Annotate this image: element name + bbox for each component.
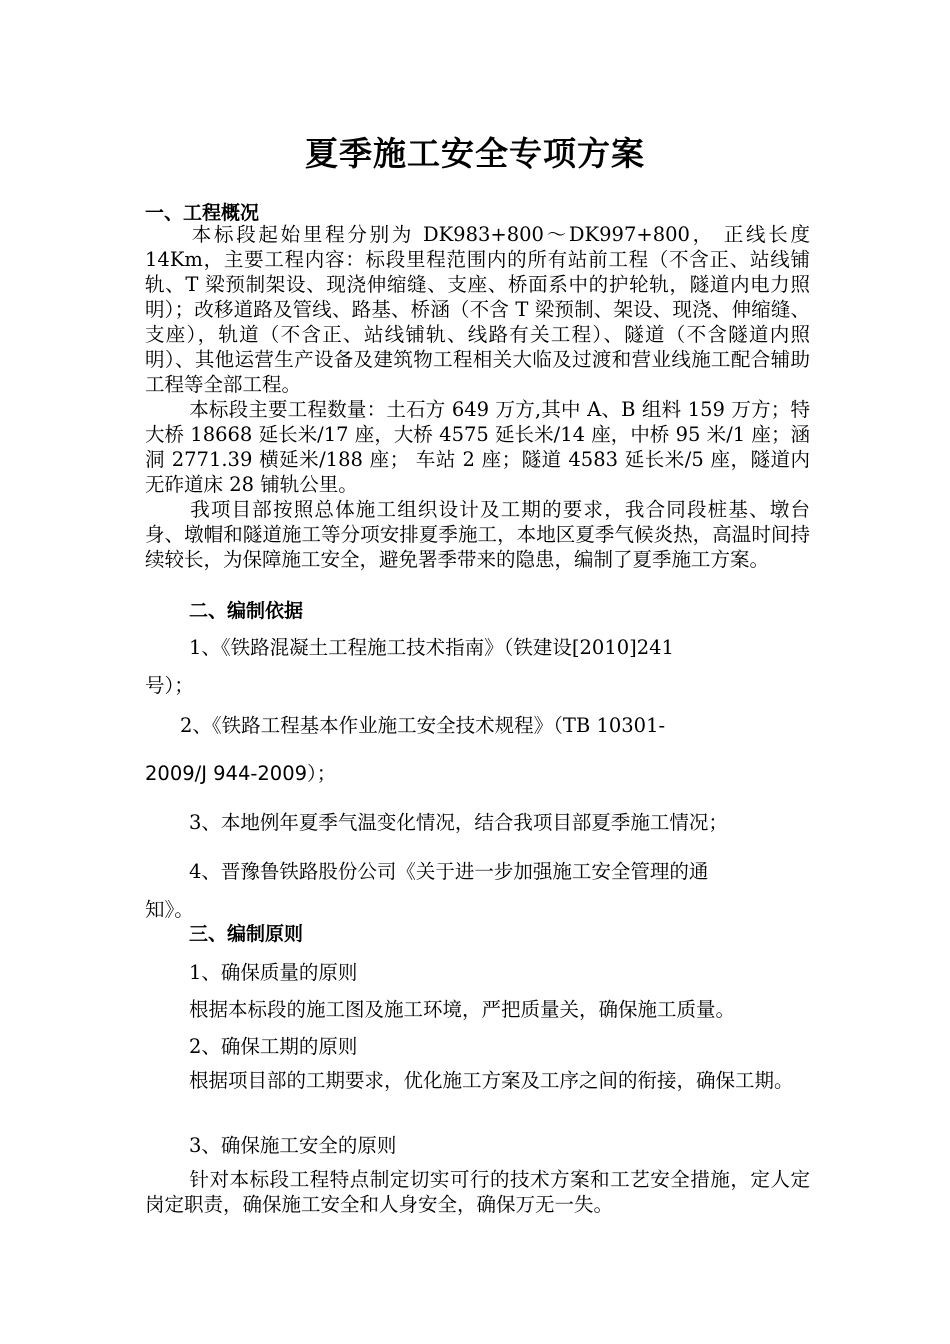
principle-schedule-title: 2、确保工期的原则 (189, 1035, 358, 1058)
basis-item-1-cont: 号）； (145, 674, 194, 697)
section-heading-overview: 一、工程概况 (145, 202, 260, 224)
basis-item-1: 1、《铁路混凝土工程施工技术指南》（铁建设[2010]241 (189, 636, 674, 659)
section-heading-principles: 三、编制原则 (189, 923, 304, 945)
basis-item-2-cont: 2009/J 944-2009）； (145, 762, 337, 785)
principle-schedule-text: 根据项目部的工期要求，优化施工方案及工序之间的衔接，确保工期。 (189, 1069, 794, 1092)
principle-quality-text: 根据本标段的施工图及施工环境，严把质量关，确保施工质量。 (189, 998, 736, 1021)
overview-paragraph-1: 本标段起始里程分别为 DK983+800～DK997+800， 正线长度14Km，主要工程内容：标段里程范围内的所有站前工程（不含正、站线铺轨、T 梁预制架设、现浇伸缩缝、支座、桥面系中的护轮轨，隧道内电力照明）；改移道路及管线、路基、桥涵（不含 T 梁预制、架设、现浇、伸缩缝、支座），轨道（不含正、站线铺轨、线路有关工程）、隧道（不含隧道内照明）、其他运营生产设备及建筑物工程相关大临及过渡和营业线施工配合辅助工程等全部工程。 (145, 223, 810, 396)
overview-paragraph-3: 我项目部按照总体施工组织设计及工期的要求，我合同段桩基、墩台身、墩帽和隧道施工等分项安排夏季施工，本地区夏季气候炎热，高温时间持续较长，为保障施工安全，避免署季带来的隐患，编制了夏季施工方案。 (145, 498, 810, 571)
document-title: 夏季施工安全专项方案 (305, 134, 645, 173)
section-heading-basis: 二、编制依据 (189, 600, 304, 622)
principle-safety-text: 针对本标段工程特点制定切实可行的技术方案和工艺安全措施，定人定岗定职责，确保施工安全和人身安全，确保万无一失。 (145, 1168, 810, 1216)
basis-item-3: 3、本地例年夏季气温变化情况，结合我项目部夏季施工情况； (189, 811, 728, 834)
overview-paragraph-2: 本标段主要工程数量：土石方 649 万方,其中 A、B 组料 159 万方；特大桥 18668 延长米/17 座，大桥 4575 延长米/14 座，中桥 95 米/1 座；涵洞 2771.39 横延米/188 座； 车站 2 座；隧道 4583 延长米/5 座，隧道内无砟道床 28 铺轨公里。 (145, 398, 810, 496)
basis-item-2: 2、《铁路工程基本作业施工安全技术规程》（TB 10301- (180, 714, 666, 737)
principle-quality-title: 1、确保质量的原则 (189, 961, 358, 984)
basis-item-4-cont: 知》。 (145, 898, 194, 921)
principle-safety-title: 3、确保施工安全的原则 (189, 1134, 397, 1157)
basis-item-4: 4、晋豫鲁铁路股份公司《关于进一步加强施工安全管理的通 (189, 860, 709, 883)
